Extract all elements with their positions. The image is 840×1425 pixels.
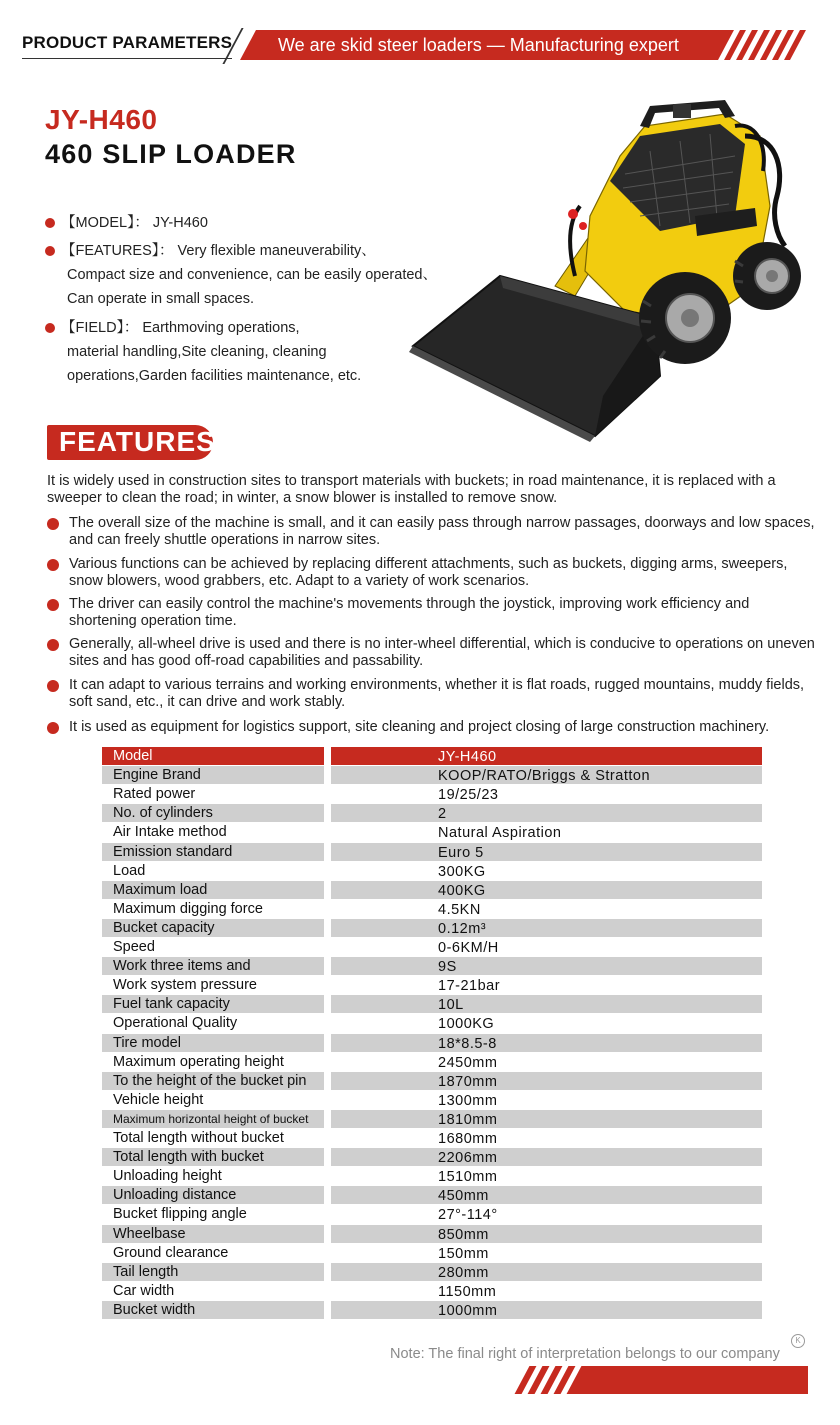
spec-row [102, 1263, 762, 1282]
intro-features-text-3: Can operate in small spaces. [67, 291, 254, 307]
spec-value: 1870mm [331, 1072, 762, 1090]
spec-label: Total length with bucket [102, 1148, 324, 1166]
spec-row [102, 843, 762, 862]
spec-row [102, 1129, 762, 1148]
feature-item-text: Various functions can be achieved by replacing different attachments, such as buckets, digging arms, sweepers, snow blowers, wood grabbers, etc. Adapt to a variety of work scenarios. [69, 556, 788, 589]
spec-value: 850mm [331, 1225, 762, 1243]
spec-value: 10L [331, 995, 762, 1013]
spec-row [102, 957, 762, 976]
spec-value: 1150mm [438, 1283, 497, 1300]
spec-label: Unloading distance [102, 1186, 324, 1204]
section-label: PRODUCT PARAMETERS [22, 33, 233, 52]
spec-label: Tire model [102, 1034, 324, 1052]
feature-item [47, 719, 817, 736]
intro-field-text-2: material handling,Site cleaning, cleaning [67, 344, 327, 360]
spec-row [102, 881, 762, 900]
bullet-dot [47, 722, 59, 734]
skid-steer-loader-image [405, 96, 815, 446]
features-title: FEATURES [59, 426, 216, 457]
spec-row [102, 1053, 762, 1072]
spec-value: 1510mm [438, 1169, 498, 1186]
spec-value: 150mm [438, 1245, 489, 1262]
spec-label: Load [113, 862, 146, 879]
spec-row [102, 1014, 762, 1033]
spec-label: Maximum digging force [113, 900, 263, 917]
spec-row [102, 1244, 762, 1263]
spec-row [102, 1282, 762, 1301]
feature-item-text: The driver can easily control the machine's movements through the joystick, improving work efficiency and shortening operation time. [69, 596, 750, 629]
spec-value: 1000KG [438, 1016, 495, 1033]
features-intro: It is widely used in construction sites to transport materials with buckets; in road maintenance, it is replaced with a sweeper to clean the road; in winter, a snow blower is installed to remove snow. [47, 473, 776, 506]
feature-item-text: It is used as equipment for logistics support, site cleaning and project closing of large construction machinery. [69, 719, 770, 735]
spec-row [102, 900, 762, 919]
intro-features [45, 239, 445, 311]
spec-row-model [102, 747, 762, 766]
feature-item-text: It can adapt to various terrains and working environments, whether it is flat roads, rugged mountains, muddy fields, soft sand, etc., it can drive and work stably. [69, 677, 805, 710]
spec-label: No. of cylinders [102, 804, 324, 822]
header-stripes [724, 30, 814, 60]
watermark-badge: K [791, 1334, 805, 1348]
spec-row [102, 1225, 762, 1244]
spec-row [102, 823, 762, 842]
spec-label: Air Intake method [113, 824, 227, 841]
spec-value: 450mm [331, 1186, 762, 1204]
spec-value: 1000mm [331, 1301, 762, 1319]
spec-label: Vehicle height [113, 1091, 204, 1108]
spec-label: Rated power [113, 786, 196, 803]
feature-item-text: The overall size of the machine is small, and it can easily pass through narrow passages, doorways and low spaces, and can freely shuttle operations in narrow sites. [69, 515, 815, 548]
spec-row [102, 1034, 762, 1053]
spec-value: 4.5KN [438, 901, 481, 918]
bullet-dot [45, 246, 55, 256]
spec-value: Euro 5 [331, 843, 762, 861]
spec-value: Natural Aspiration [438, 825, 562, 842]
spec-label: Engine Brand [102, 766, 324, 784]
spec-row [102, 1167, 762, 1186]
footer-note: Note: The final right of interpretation belongs to our company [390, 1346, 780, 1362]
features-badge [47, 425, 216, 460]
feature-item-text: Generally, all-wheel drive is used and there is no inter-wheel differential, which is conducive to operations on uneven sites and has good off-road capabilities and passability. [69, 636, 815, 669]
spec-value: 2450mm [438, 1054, 498, 1071]
product-code: JY-H460 [45, 104, 158, 135]
spec-value: 2206mm [331, 1148, 762, 1166]
intro-model [45, 211, 445, 235]
spec-label: Total length without bucket [113, 1130, 284, 1146]
spec-value: 17-21bar [438, 978, 501, 995]
spec-value: 400KG [331, 881, 762, 899]
intro-field [45, 316, 445, 388]
bullet-dot [45, 323, 55, 333]
bullet-dot [47, 680, 59, 692]
product-name: 460 SLIP LOADER [45, 139, 297, 169]
spec-label: Operational Quality [113, 1015, 238, 1032]
spec-value: 27°-114° [438, 1207, 498, 1224]
feature-item [47, 636, 817, 670]
spec-row [102, 938, 762, 957]
feature-item [47, 596, 817, 630]
spec-value: 0-6KM/H [438, 940, 499, 956]
spec-label: Maximum load [102, 881, 324, 899]
spec-value: 1680mm [438, 1131, 498, 1147]
spec-row [102, 1148, 762, 1167]
bullet-dot [47, 599, 59, 611]
spec-row [102, 862, 762, 881]
spec-row [102, 1110, 762, 1129]
spec-row [102, 1091, 762, 1110]
intro-field-text: 【FIELD】： Earthmoving operations, [61, 320, 300, 336]
spec-row [102, 1072, 762, 1091]
spec-label: Bucket flipping angle [113, 1206, 247, 1223]
header-tagline: We are skid steer loaders — Manufacturing expert [278, 35, 679, 55]
spec-row [102, 785, 762, 804]
spec-value: 1810mm [331, 1110, 762, 1128]
spec-label: Bucket width [102, 1301, 324, 1319]
spec-label: To the height of the bucket pin [102, 1072, 324, 1090]
intro-features-text: 【FEATURES】： Very flexible maneuverability、 [61, 243, 376, 259]
spec-value: KOOP/RATO/Briggs & Stratton [331, 766, 762, 784]
spec-label: Maximum operating height [113, 1053, 284, 1070]
spec-value: 0.12m³ [331, 919, 762, 937]
spec-value: 19/25/23 [438, 787, 499, 804]
spec-value: 9S [331, 957, 762, 975]
spec-row [102, 1186, 762, 1205]
spec-value: 280mm [331, 1263, 762, 1281]
spec-label: Work three items and [102, 957, 324, 975]
spec-label: Emission standard [102, 843, 324, 861]
spec-label: Ground clearance [113, 1244, 229, 1261]
spec-value: 18*8.5-8 [331, 1034, 762, 1052]
footer-band [590, 1366, 808, 1394]
spec-row [102, 1205, 762, 1224]
spec-row [102, 976, 762, 995]
intro-features-text-2: Compact size and convenience, can be easily operated、 [67, 267, 437, 283]
feature-item [47, 556, 817, 590]
spec-label: Fuel tank capacity [102, 995, 324, 1013]
intro-model-text: 【MODEL】： JY-H460 [61, 215, 208, 231]
bullet-dot [47, 518, 59, 530]
spec-value: 1300mm [438, 1092, 498, 1109]
spec-label: Model [102, 747, 324, 765]
spec-row [102, 995, 762, 1014]
spec-label: Car width [113, 1282, 175, 1299]
spec-label: Speed [113, 939, 155, 955]
bullet-dot [47, 559, 59, 571]
feature-item [47, 677, 817, 711]
spec-label: Bucket capacity [102, 919, 324, 937]
spec-value: 300KG [438, 863, 486, 880]
spec-label: Maximum horizontal height of bucket [102, 1110, 324, 1128]
bullet-dot [47, 639, 59, 651]
spec-label: Unloading height [113, 1168, 222, 1185]
spec-row [102, 804, 762, 823]
spec-value: 2 [331, 804, 762, 822]
spec-label: Work system pressure [113, 977, 257, 994]
spec-label: Wheelbase [102, 1225, 324, 1243]
intro-field-text-3: operations,Garden facilities maintenance, etc. [67, 368, 362, 384]
bullet-dot [45, 218, 55, 228]
spec-row [102, 919, 762, 938]
feature-item [47, 515, 817, 549]
spec-row [102, 1301, 762, 1320]
spec-value: JY-H460 [331, 747, 762, 765]
spec-label: Tail length [102, 1263, 324, 1281]
section-underline [22, 58, 232, 59]
spec-row [102, 766, 762, 785]
